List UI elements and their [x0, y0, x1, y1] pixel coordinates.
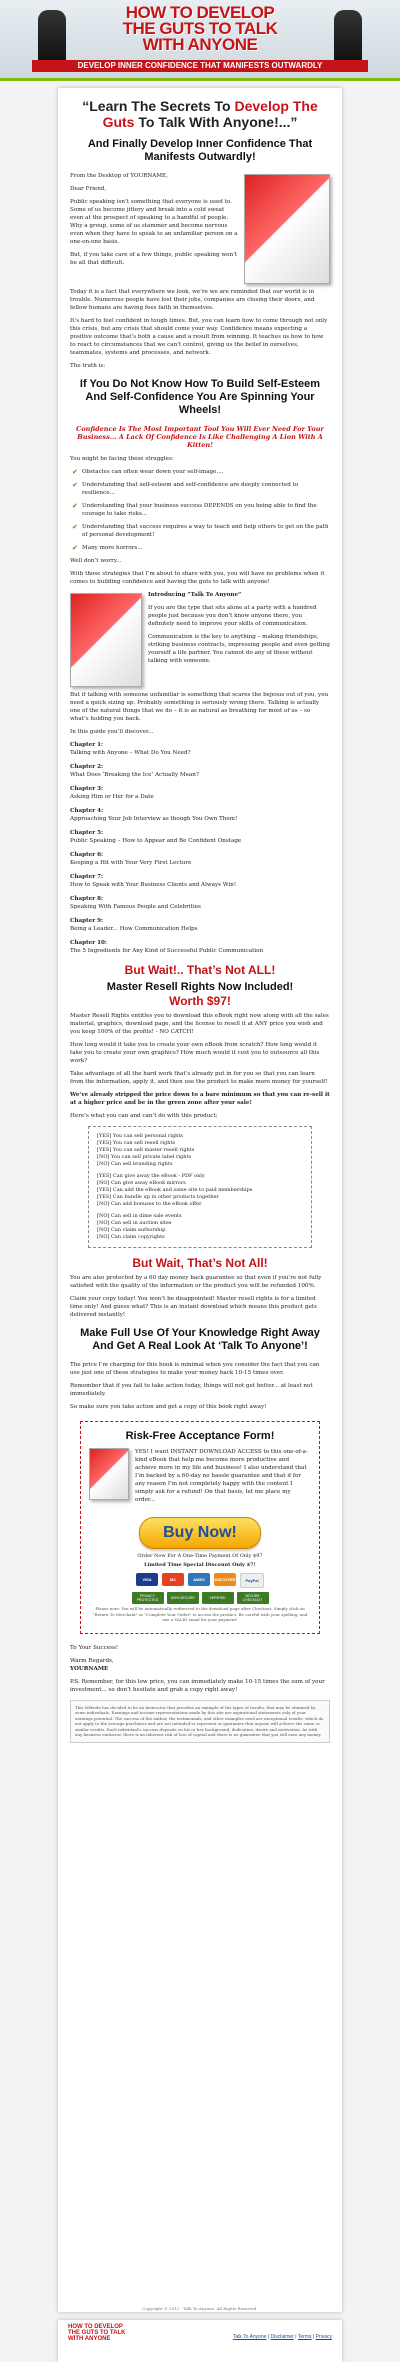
section3-paragraph-2: How long would it take you to create your own eBook from scratch? How long would it take you to create your own graphics? How much would it cost you to outsource all this work?	[70, 1042, 320, 1064]
discover-icon: DISCOVER	[214, 1573, 236, 1586]
section1-heading: If You Do Not Know How To Build Self-Esteem And Self-Confidence You Are Spinning Your Wheels!	[79, 378, 321, 416]
chapter-item	[70, 895, 330, 911]
rights-box	[88, 1126, 312, 1248]
rights-item: [NO] Can claim authorship	[97, 1227, 166, 1233]
chapter-item	[70, 763, 330, 779]
section4-paragraph-5: So make sure you take action and get a copy of this book right away!	[70, 1404, 267, 1410]
chapter-label: Chapter 6:	[70, 852, 104, 858]
footer-logo-line1: HOW TO DEVELOP	[68, 2324, 123, 2330]
chapter-label: Chapter 10:	[70, 940, 107, 946]
footer-logo-line2: THE GUTS TO TALK	[68, 2330, 126, 2336]
section1-lead: You might be facing these struggles:	[70, 456, 174, 462]
section2-guide: In this guide you’ll discover...	[70, 729, 154, 735]
section3-paragraph-5: Here’s what you can and can’t do with this product:	[70, 1113, 218, 1119]
header-title-line2: THE GUTS TO TALK	[122, 19, 278, 38]
rights-item: [NO] Can sell in dime sale events	[97, 1213, 182, 1219]
section3-paragraph-4: We’ve already stripped the price down to a bare minimum so that you can re-sell it at a higher price and be in the green zone after your sale!	[70, 1092, 330, 1106]
chapter-label: Chapter 1:	[70, 742, 104, 748]
privacy-badge-icon: PRIVACY PROTECTED	[132, 1592, 164, 1604]
ebook-cover-image-2	[70, 593, 142, 687]
footer-logo-line3: WITH ANYONE	[68, 2336, 111, 2342]
order-note: Please note: You will be automatically redirected to the download page after Checkout. Simply click on "Return To Merchant" or "Complete Your Order" to access the product. Be careful with your spelling, and use a VALID email for your payment!	[92, 1606, 308, 1622]
copyright-text: Copyright © 2012 - Talk To Anyone. All Rights Reserved.	[142, 2306, 258, 2311]
closing-signature: YOURNAME	[70, 1665, 109, 1672]
chapter-label: Chapter 4:	[70, 808, 104, 814]
chapter-label: Chapter 9:	[70, 918, 104, 924]
closing-line-2: Warm Regards,	[70, 1657, 114, 1664]
price-line-1: Order Now For A One-Time Payment Of Only $97	[137, 1553, 263, 1559]
chapter-title: How to Speak with Your Business Clients and Always Win!	[70, 882, 237, 888]
order-form	[80, 1421, 320, 1634]
chapter-item	[70, 851, 330, 867]
intro-paragraph-2: But, if you take care of a few things, public speaking won’t be all that difficult.	[70, 252, 238, 266]
rights-item: [YES] Can add the eBook and same site to paid memberships	[97, 1187, 253, 1193]
struggle-bullet: ✔ Many more horrors...	[82, 544, 330, 552]
header-title	[0, 5, 400, 53]
intro-paragraph-5: The truth is:	[70, 363, 106, 369]
section3-heading-a: But Wait!.. That’s Not ALL!	[124, 963, 276, 977]
headline-part-c: To Talk With Anyone!...”	[138, 114, 298, 130]
order-text: YES! I want INSTANT DOWNLOAD ACCESS to this one-of-a-kind eBook that help me become more productive and achieve more in my life and business! I also understand that I’m backed by a 60-day no hassle guarantee and that if for any reason I’m not completely happy with the content I simply ask for a refund! On that basis, let me place my order...	[135, 1449, 308, 1503]
footer-link-terms[interactable]: Terms	[297, 2334, 312, 2340]
section4-paragraph-4: Remember that if you fail to take action today, things will not get better... at least not immediately.	[70, 1383, 313, 1397]
price-line-2: Limited Time Special Discount Only $7!	[144, 1562, 256, 1568]
greeting: Dear Friend,	[70, 186, 107, 192]
chapter-title: Asking Him or Her for a Date	[70, 794, 154, 800]
section3-heading-c: Worth $97!	[169, 994, 231, 1008]
amex-icon: AMEX	[188, 1573, 210, 1586]
header-title-line1: HOW TO DEVELOP	[125, 3, 275, 22]
section4-heading-2: Make Full Use Of Your Knowledge Right Away And Get A Real Look At ‘Talk To Anyone’!	[80, 1327, 320, 1352]
chapter-label: Chapter 2:	[70, 764, 104, 770]
footer-link-privacy[interactable]: Privacy	[315, 2334, 332, 2340]
footer-logo	[68, 2324, 138, 2358]
section3-heading-b: Master Resell Rights Now Included!	[106, 981, 294, 993]
section1-well: Well don’t worry...	[70, 558, 122, 564]
rights-item: [YES] You can sell personal rights	[97, 1133, 183, 1139]
chapter-title: Speaking With Famous People and Celebrities	[70, 904, 201, 910]
chapter-title: Talking with Anyone – What Do You Need?	[70, 750, 191, 756]
intro-paragraph-3: Today it is a fact that everywhere we look, we’re we are reminded that our world is in trouble. Numerous people have lost their jobs, companies are closing their doors, and fellow humans are having fees faith in themselves.	[70, 289, 315, 311]
visa-icon: VISA	[136, 1573, 158, 1586]
chapter-item	[70, 785, 330, 801]
chapter-item	[70, 917, 330, 933]
struggle-bullet: ✔ Understanding that self-esteem and self-confidence are deeply connected to resilience...	[82, 481, 330, 497]
checkout-badge-icon: SECURE CHECKOUT	[237, 1592, 269, 1604]
chapter-label: Chapter 7:	[70, 874, 104, 880]
introducing-title: Introducing “Talk To Anyone”	[148, 592, 242, 598]
chapter-title: Public Speaking – How to Appear and Be Confident Onstage	[70, 838, 242, 844]
paypal-icon: PayPal	[240, 1573, 264, 1588]
order-ebook-image	[89, 1448, 129, 1500]
buy-now-button[interactable]: Buy Now!	[139, 1517, 261, 1549]
closing-line-1: To Your Success!	[70, 1644, 119, 1651]
rights-item: [NO] Can add bonuses to the eBook offer	[97, 1201, 202, 1207]
chapter-label: Chapter 3:	[70, 786, 104, 792]
secure-badge-icon: 100% SECURE	[167, 1592, 199, 1604]
mastercard-icon: MC	[162, 1573, 184, 1586]
chapter-item	[70, 807, 330, 823]
chapter-title: The 5 Ingredients for Any Kind of Successful Public Communication	[70, 948, 264, 954]
chapter-label: Chapter 5:	[70, 830, 104, 836]
disclaimer-box: This Website has decided to be an Instructor that provides an example of the types of results, that may be obtained by some individuals. Earnings and income representations made by this site are aspirational statements only of your earnings potential. The success of the author, the testimonials, and other examples used are exceptional results, which do not apply to the average purchaser and are not intended to represent or guarantee that anyone will achieve the same or similar results. Each individual’s success depends on his or her background, dedication, desire and motivation. As with any business endeavor, there is an inherent risk of loss of capital and there is no guarantee that you will earn any money.	[70, 1700, 330, 1743]
section3-paragraph-3: Take advantage of all the hard work that’s already put in for you so that you can learn from the information, apply it, and then use the product to make more money for yourself!	[70, 1071, 328, 1085]
section1-red-italic: Confidence Is The Most Important Tool You Will Ever Need For Your Business... A Lack Of Confidence Is Like Challenging A Lion With A Kitten!	[76, 425, 324, 449]
chapter-title: Approaching Your Job Interview as though You Own Them!	[70, 816, 238, 822]
order-heading: Risk-Free Acceptance Form!	[125, 1430, 275, 1442]
rights-item: [YES] Can give away the eBook - PDF only	[97, 1173, 205, 1179]
header-title-line3: WITH ANYONE	[142, 35, 258, 54]
rights-item: [NO] Can claim copyrights	[97, 1234, 165, 1240]
payment-cards	[89, 1573, 311, 1588]
section4-heading: But Wait, That’s Not All!	[132, 1256, 268, 1270]
struggle-bullet: ✔ Understanding that your business success DEPENDS on you being able to find the courage to take risks...	[82, 502, 330, 518]
section2-paragraph-1: If you are the type that sits alone at a party with a hundred people just because you don’t know anyone there, you definitely need to improve your skills of communication.	[148, 605, 317, 627]
rights-item: [YES] You can sell master resell rights	[97, 1147, 195, 1153]
chapter-title: Keeping a Hit with Your Very First Lecture	[70, 860, 192, 866]
chapter-title: Being a Leader... How Communication Helps	[70, 926, 198, 932]
chapter-item	[70, 741, 330, 757]
section1-paragraph-1: With those strategies that I’m about to share with you, you will have no problems when it comes to building confidence and having the guts to talk with anyone!	[70, 571, 325, 585]
trust-badges	[89, 1592, 311, 1604]
verified-badge-icon: VERIFIED	[202, 1592, 234, 1604]
rights-item: [NO] Can sell branding rights	[97, 1161, 173, 1167]
rights-item: [YES] You can sell resell rights	[97, 1140, 176, 1146]
chapter-item	[70, 829, 330, 845]
rights-item: [NO] Can give away eBook mirrors	[97, 1180, 186, 1186]
section4-paragraph-3: The price I’m charging for this book is minimal when you consider the fact that you can use just one of these strategies to make your money back 10-15 times over.	[70, 1362, 320, 1376]
footer-link-disclaimer[interactable]: Disclaimer	[270, 2334, 294, 2340]
intro-paragraph-1: Public speaking isn’t something that everyone is used to. Some of us become jittery and break into a cold sweat even at the prospect of speaking to a handful of people. Why a group, some of us stammer and become nervous even when they have to speak to an unfamiliar person on a one-on-one basis.	[70, 199, 238, 245]
from-line: From the Desktop of YOURNAME,	[70, 173, 168, 179]
chapter-item	[70, 939, 330, 955]
intro-paragraph-4: It’s hard to feel confident in tough times. But, you can learn how to come through not only this crisis, but any crisis that should come your way. Confidence means expecting a positive outcome that’s both a cause and a result from winning. It teaches us how to how to react to circumstances that we can’t control, giving us the belief in ourselves, teammates, systems and processes, and network.	[70, 318, 328, 356]
headline-part-a: “Learn The Secrets To	[82, 98, 231, 114]
struggle-bullet: ✔ Understanding that success requires a way to teach and help others to get on the path of personal development!	[82, 523, 330, 539]
chapter-title: What Does ‘Breaking the Ice’ Actually Mean?	[70, 772, 199, 778]
sub-headline: And Finally Develop Inner Confidence That Manifests Outwardly!	[87, 138, 313, 163]
header-tagline: DEVELOP INNER CONFIDENCE THAT MANIFESTS OUTWARDLY	[32, 60, 368, 72]
footer	[58, 2320, 342, 2362]
main-content	[58, 88, 342, 2312]
chapter-label: Chapter 8:	[70, 896, 104, 902]
section2-paragraph-3: But if talking with someone unfamiliar is something that scares the bejesus out of you, you need a quick sizing up. Probably something is seriously wrong there. Talking is actually one of the natural things that we do – it is as natural as breathing for most of us – so what’s holding you back.	[70, 692, 329, 722]
chapter-item	[70, 873, 330, 889]
section2-paragraph-2: Communication is the key to anything – making friendships, striking business contracts, impressing people and even getting yourself a life partner. You cannot do any of these without talking with someone.	[148, 634, 330, 664]
section3-paragraph-1: Master Resell Rights entitles you to download this eBook right now along with all the sales material, graphics, download page, and the license to resell it at ANY price you wish and you keep 100% of the profits! - NO CATCH!	[70, 1013, 329, 1035]
rights-item: [YES] Can bundle up in other products together	[97, 1194, 219, 1200]
footer-link-home[interactable]: Talk To Anyone	[232, 2334, 267, 2340]
struggle-bullet: ✔ Obstacles can often wear down your self-image....	[82, 468, 330, 476]
headline-part-b: Develop The Guts	[102, 98, 318, 130]
rights-item: [NO] Can sell in auction sites	[97, 1220, 172, 1226]
footer-links: Talk To Anyone | Disclaimer | Terms | Privacy	[232, 2334, 332, 2340]
rights-item: [NO] You can sell private label rights	[97, 1154, 192, 1160]
section4-paragraph-1: You are also protected by a 60 day money back guarantee so that even if you’re not fully satisfied with the quality of the information or the product you will be refunded 100%.	[70, 1275, 322, 1289]
ebook-cover-image	[244, 174, 330, 284]
section4-paragraph-2: Claim your copy today! You won’t be disappointed! Master resell rights is for a limited time only! And guess what? This is an instant download which means this product gets delivered instantly!	[70, 1296, 317, 1318]
main-headline	[70, 98, 330, 130]
header-banner	[0, 0, 400, 81]
ps-paragraph: P.S. Remember, for this low price, you can immediately make 10-15 times the sum of your investment... so don’t hesitate and grab a copy right away!	[70, 1678, 325, 1693]
